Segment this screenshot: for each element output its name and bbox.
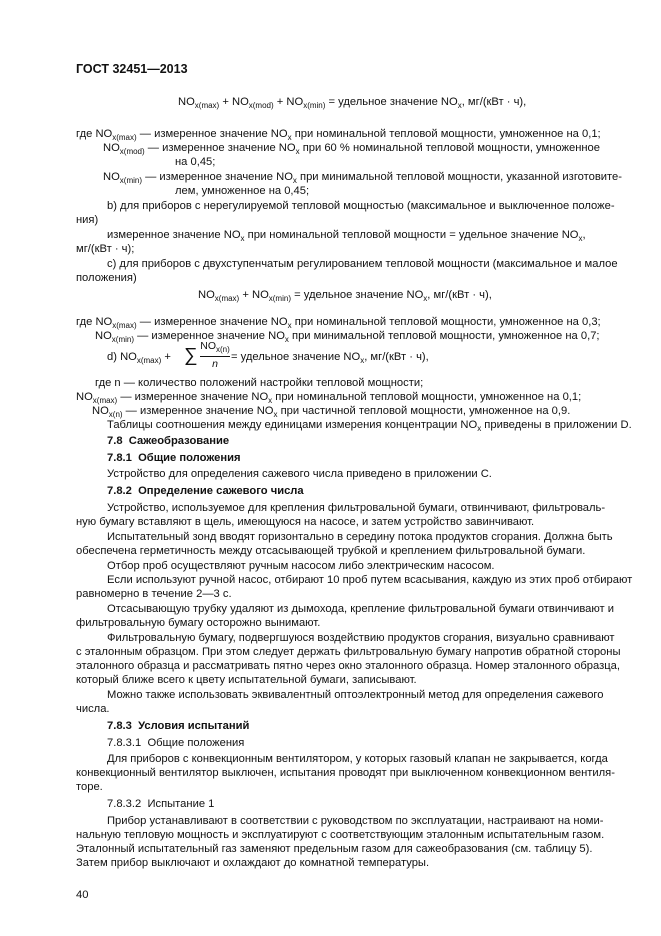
fraction-bar [200,356,230,357]
where-d-line-1: где n — количество положений настройки тепловой мощности; [95,377,424,389]
where-c-item-1: где $NO_{x(max)}$ — измеренное значение $NO_x$ при номинальной тепловой мощности, умноженное на 0,3; [76,316,601,330]
where-c-item-2: $NO_{x(min)}$ — измеренное значение $NO_x$ при минимальной тепловой мощности, умноженное на 0,7; [95,330,600,344]
section-7-8-heading: 7.8 Сажеобразование [107,435,230,447]
s7832-p1-l2: нальную тепловую мощность и эксплуатируют с соответствующим эталонным испытательным газом. [76,829,605,841]
s782-p4-l1: Если используют ручной насос, отбирают 10 проб путем всасывания, каждую из этих проб отбирают [107,574,633,586]
formula-c: $NO_{x(max)} + NO_{x(min)}$ = удельное значение $NO_x$, мг/(кВт · ч), [198,289,492,303]
where-d-item-1: $NO_{x(max)}$ — измеренное значение $NO_x$ при номинальной тепловой мощности, умноженное на 0,1; [76,391,582,405]
s782-p6-l1: Фильтровальную бумагу, подвергшуюся воздействию продуктов сгорания, визуально сравнивают [107,632,615,644]
s782-p2-l2: обеспечена герметичность между отсасывающей трубкой и креплением фильтровальной бумаги. [76,545,586,557]
s7831-p1-l3: торе. [76,781,103,793]
formula-a: $NO_{x(max)} + NO_{x(mod)} + NO_{x(min)}$ = удельное значение $NO_x$, мг/(кВт · ч), [178,96,527,110]
section-7-8-2-heading: 7.8.2 Определение сажевого числа [107,485,304,497]
section-7-8-3-heading: 7.8.3 Условия испытаний [107,720,250,732]
para-c-line-2: положения) [76,272,137,284]
tables-note: Таблицы соотношения между единицами измерения концентрации $NO_x$ приведены в приложении D. [107,419,632,433]
where-a-item-1: где $NO_{x(max)}$ — измеренное значение $NO_x$ при номинальной тепловой мощности, умноженное на 0,1; [76,128,601,142]
s782-p7-l2: числа. [76,703,110,715]
s782-p4-l2: равномерно в течение 2—3 с. [76,588,232,600]
section-7-8-3-2-heading: 7.8.3.2 Испытание 1 [107,798,215,810]
standard-header: ГОСТ 32451—2013 [76,62,188,76]
section-7-8-1-text: Устройство для определения сажевого числа приведено в приложении С. [107,468,492,480]
formula-d-right: = удельное значение $NO_x$, мг/(кВт · ч), [231,351,429,365]
s782-p6-l2: с эталонным образцом. При этом следует держать фильтровальную бумагу напротив обратной стороны [76,646,621,658]
s782-p1-l2: ную бумагу вставляют в щель, имеющуюся на насосе, и затем устройство завинчивают. [76,516,535,528]
where-a-item-2-cont: на 0,45; [175,156,216,168]
sum-symbol: ∑ [184,345,198,366]
s7831-p1-l1: Для приборов с конвекционным вентилятором, у которых газовый клапан не закрывается, когда [107,753,608,765]
s782-p6-l3: эталонного образца и рассматривать пятно через окно эталонного образца. Номер эталонного образца, [76,660,620,672]
s782-p6-l4: который ближе всего к цвету испытательной бумаги, записывают. [76,674,417,686]
s782-p5-l2: фильтровальную бумагу осторожно вынимают. [76,617,321,629]
s7832-p1-l4: Затем прибор выключают и охлаждают до комнатной температуры. [76,857,430,869]
page-number: 40 [76,889,89,901]
s782-p5-l1: Отсасывающую трубку удаляют из дымохода, крепление фильтровальной бумаги отвинчивают и [107,603,615,615]
para-b-line-2: ния) [76,214,99,226]
s782-p1-l1: Устройство, используемое для крепления фильтровальной бумаги, отвинчивают, фильтроваль- [107,502,606,514]
s7832-p1-l3: Эталонный испытательный газ заменяют предельным газом для сажеобразования (см. таблицу 5). [76,843,593,855]
s782-p3-l1: Отбор проб осуществляют ручным насосом либо электрическим насосом. [107,560,495,572]
s782-p2-l1: Испытательный зонд вводят горизонтально в середину потока продуктов сгорания. Должна быть [107,531,613,543]
s782-p7-l1: Можно также использовать эквивалентный оптоэлектронный метод для определения сажевого [107,689,604,701]
para-b2-line-1: измеренное значение $NO_x$ при номинальной тепловой мощности = удельное значение $NO_x$, [107,229,586,243]
formula-d-left: d) $NO_{x(max)}$ + [107,351,171,365]
s7831-p1-l2: конвекционный вентилятор выключен, испытания проводят при выключенном конвекционном вентиля- [76,767,615,779]
where-d-item-2: $NO_{x(n)}$ — измеренное значение $NO_x$ при частичной тепловой мощности, умноженное на 0,9. [92,405,571,419]
para-b-line-1: b) для приборов с нерегулируемой тепловой мощностью (максимальное и выключенное положе- [107,200,615,212]
where-a-item-3: $NO_{x(min)}$ — измеренное значение $NO_x$ при минимальной тепловой мощности, указанной изготовите- [103,171,622,185]
section-7-8-1-heading: 7.8.1 Общие положения [107,452,241,464]
where-a-item-3-cont: лем, умноженное на 0,45; [175,185,310,197]
para-b2-line-2: мг/(кВт · ч); [76,243,135,255]
para-c-line-1: c) для приборов с двухступенчатым регулированием тепловой мощности (максимальное и малое [107,258,618,270]
section-7-8-3-1-heading: 7.8.3.1 Общие положения [107,737,245,749]
fraction-denominator: n [212,358,218,370]
fraction-numerator: $NO_{x(n)}$ [200,340,230,354]
s7832-p1-l1: Прибор устанавливают в соответствии с руководством по эксплуатации, настраивают на номи- [107,815,604,827]
where-a-item-2: $NO_{x(mod)}$ — измеренное значение $NO_x$ при 60 % номинальной тепловой мощности, умноженное [103,142,600,156]
